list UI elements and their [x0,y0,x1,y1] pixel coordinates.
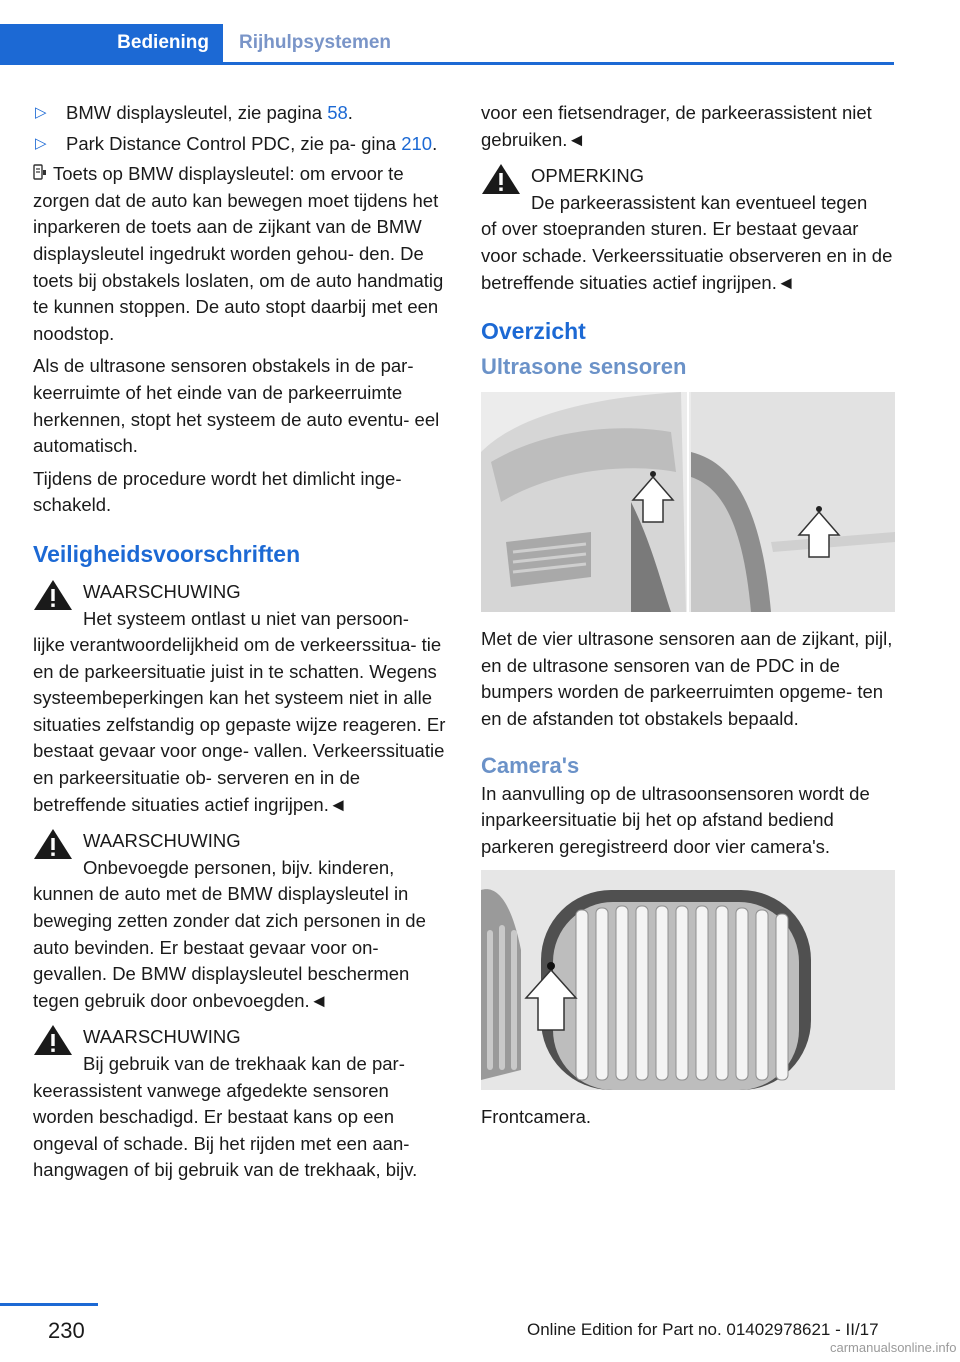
chapter-tabbar [0,24,894,65]
paragraph: Tijdens de procedure wordt het dimlicht inge‐ schakeld. [33,467,402,516]
warning-text: keerassistent vanwege afgedekte sensoren worden beschadigd. Er bestaat kans op een ongeval of schade. Bij het rijden met een aan‐ hangwagen of bij gebruik van de trekhaak, bijv. [33,1079,418,1181]
warning-label: WAARSCHUWING [83,580,241,602]
warning-text: lijke verantwoordelijkheid om de verkeerssitua‐ tie en de parkeersituatie juist in te schatten. Wegens systeembeperkingen kan het systeem niet in alle situaties zelfstandig op gepaste wijze reageren. Er bestaat gevaar voor onge‐ vallen. Verkeerssituatie en parkeersituatie ob‐ serveren en in de betreffende situaties actief ingrijpen.◄ [33,634,446,815]
right-column [481,100,895,1137]
warning-block: WAARSCHUWING Het systeem ontlast u niet van persoon‐ lijke verantwoordelijkheid om de verkeerssitua‐ tie en de parkeersituatie juist in te schatten. Wegens systeembeperkingen kan het systeem niet in alle situaties zelfstandig op gepaste wijze reageren. Er bestaat gevaar voor onge‐ vallen. Verkeerssituatie en parkeersituatie ob‐ serveren en in de betreffende situaties actief ingrijpen.◄ [33,579,447,818]
page-link[interactable]: 210 [401,132,433,154]
footer-rule [0,1303,98,1306]
key-button-icon [33,164,47,182]
edition-text: Online Edition for Part no. 01402978621 - II/17 [527,1320,879,1339]
kidney-grille-illustration [481,870,895,1090]
paragraph: voor een fietsendrager, de parkeerassistent niet gebruiken.◄ [481,102,872,150]
car-side-illustration [481,392,895,612]
warning-triangle-icon [481,163,521,195]
warning-text: kunnen de auto met de BMW displaysleutel in beweging zetten zonder dat zich personen in de auto bevinden. Er bestaat gevaar voor on‐ gevallen. De BMW displaysleutel beschermen tegen gebruik door onbevoegden.◄ [33,883,426,1011]
left-column [33,100,447,1192]
bullet-item: ▷ Park Distance Control PDC, zie pa‐ gina 210. [33,131,447,158]
note-text: of over stoepranden sturen. Er bestaat gevaar voor schade. Verkeerssituatie observeren en in de betreffende situaties actief ingrijpen.◄ [481,218,893,293]
bullet-triangle-icon: ▷ [35,104,47,121]
note-block: OPMERKING De parkeerassistent kan eventueel tegen of over stoepranden sturen. Er bestaat gevaar voor schade. Verkeerssituatie observeren en in de betreffende situaties actief ingrijpen.◄ [481,163,895,296]
warning-label: WAARSCHUWING [83,830,241,852]
note-label: OPMERKING [531,165,645,187]
paragraph: In aanvulling op de ultrasoonsensoren wordt de inparkeersituatie bij het op afstand bediend parkeren geregistreerd door vier camera's. [481,782,870,857]
front-camera-image [481,870,895,1090]
warning-block: WAARSCHUWING Onbevoegde personen, bijv. kinderen, kunnen de auto met de BMW displaysleutel in beweging zetten zonder dat zich personen in de auto bevinden. Er bestaat gevaar voor on‐ gevallen. De BMW displaysleutel beschermen tegen gebruik door onbevoegden.◄ [33,828,447,1014]
bullet-triangle-icon: ▷ [35,134,47,152]
warning-triangle-icon [33,579,73,611]
ultrasonic-sensors-image [481,392,895,612]
subsection-heading: Camera's [481,752,580,778]
page-link[interactable]: 58 [327,102,348,123]
bullet-item: ▷ BMW displaysleutel, zie pagina 58. [33,100,447,127]
paragraph: Als de ultrasone sensoren obstakels in de par‐ keerruimte of het einde van de parkeerruimte herkennen, stopt het systeem de auto eventu‐ eel automatisch. [33,355,440,457]
paragraph: Met de vier ultrasone sensoren aan de zijkant, pijl, en de ultrasone sensoren van de PDC in de bumpers worden de parkeerruimten opgeme‐ ten en de afstanden tot obstakels bepaald. [481,628,893,729]
figure-caption: Frontcamera. [481,1106,592,1128]
warning-block: WAARSCHUWING Bij gebruik van de trekhaak kan de par‐ keerassistent vanwege afgedekte sensoren worden beschadigd. Er bestaat kans op een ongeval of schade. Bij het rijden met een aan‐ hangwagen of bij gebruik van de trekhaak, bijv. [33,1024,447,1184]
watermark: carmanualsonline.info [830,1340,957,1355]
warning-triangle-icon [33,1024,73,1056]
section-heading: Veiligheidsvoorschriften [33,540,301,567]
page-number: 230 [48,1318,85,1343]
warning-triangle-icon [33,828,73,860]
paragraph: Toets op BMW displaysleutel: om ervoor te zorgen dat de auto kan bewegen moet tijdens het inparkeren de toets aan de zijkant van de BMW displaysleutel ingedrukt worden gehou‐ den. De toets bij obstakels loslaten, om de auto handmatig te kunnen stoppen. De auto stopt daarbij met een noodstop. [33,163,444,344]
tab-rijhulpsystemen[interactable]: Rijhulpsystemen [239,32,392,53]
subsection-heading: Ultrasone sensoren [481,354,687,380]
tab-bediening[interactable]: Bediening [0,24,223,62]
warning-label: WAARSCHUWING [83,1026,241,1048]
section-heading: Overzicht [481,318,586,345]
